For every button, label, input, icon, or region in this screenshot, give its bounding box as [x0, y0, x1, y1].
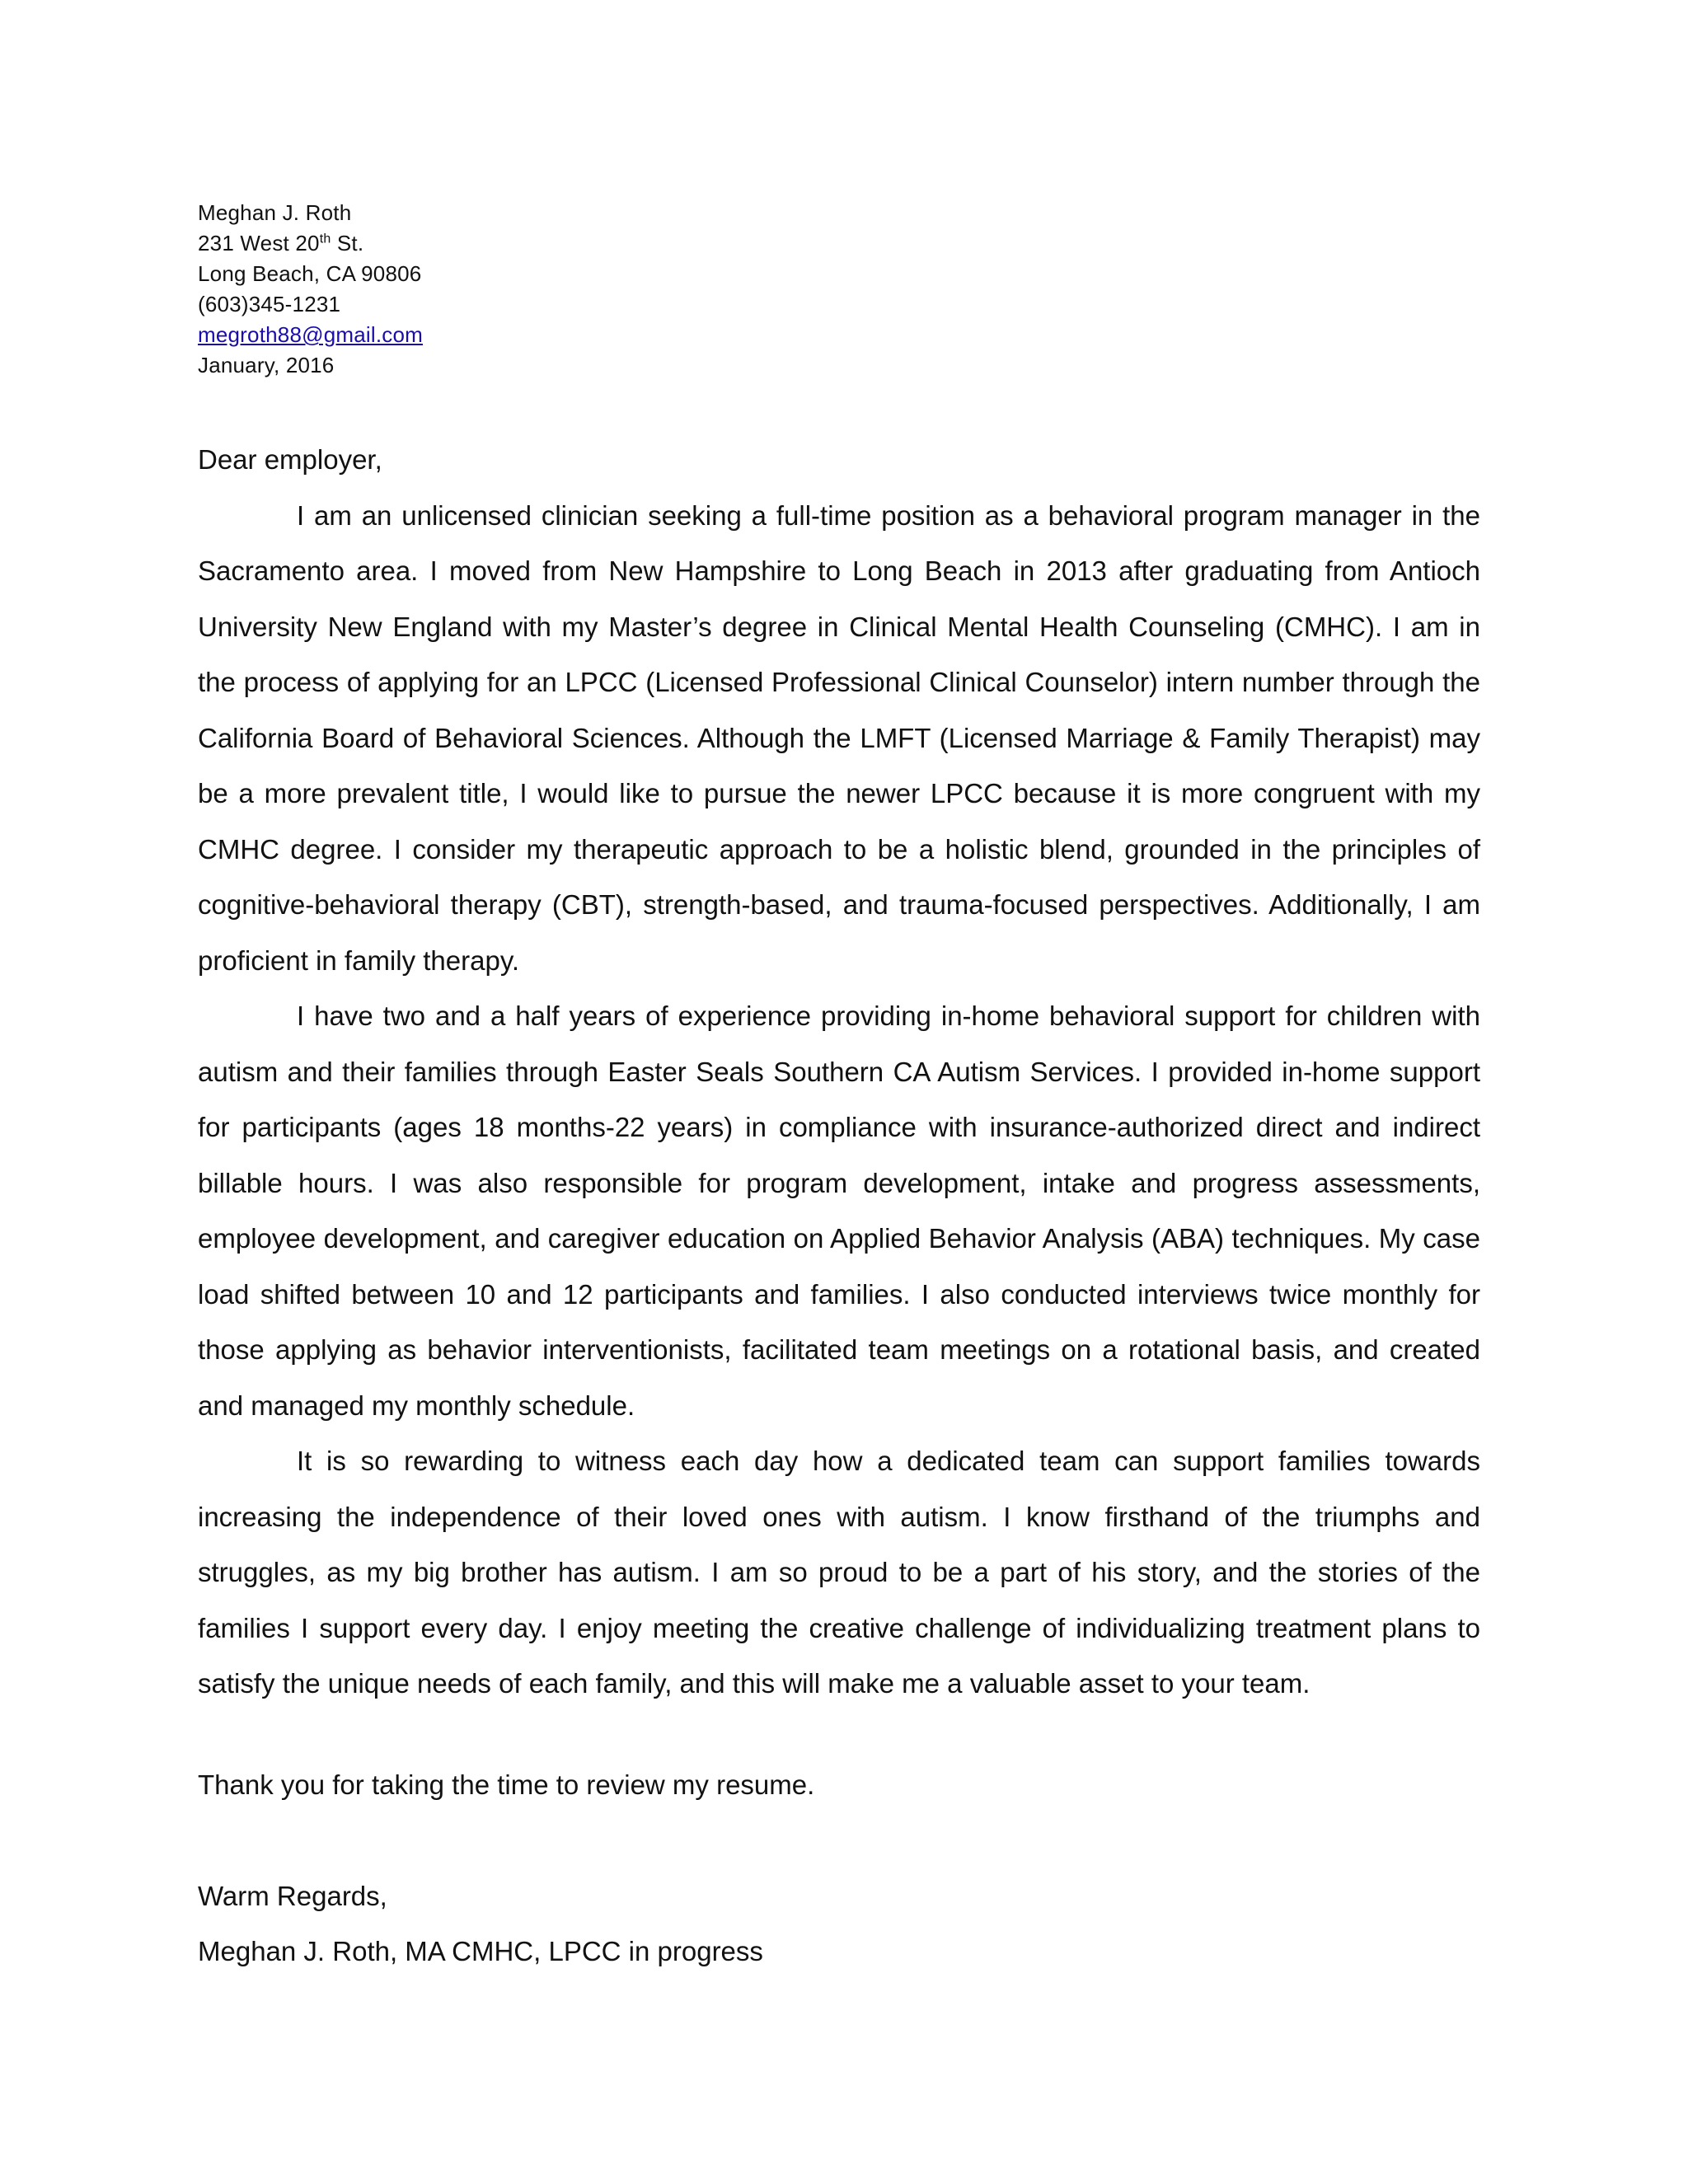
sender-address-block — [198, 198, 940, 381]
salutation: Dear employer, — [198, 444, 382, 475]
street-suffix: St. — [331, 231, 364, 255]
letter-date: January, 2016 — [198, 353, 335, 377]
signature-line: Meghan J. Roth, MA CMHC, LPCC in progress — [198, 1936, 763, 1966]
letter-body — [198, 432, 1480, 1712]
ordinal-suffix: th — [319, 232, 331, 246]
sender-street — [198, 228, 940, 259]
sender-city: Long Beach, CA 90806 — [198, 261, 422, 286]
paragraph-intro: I am an unlicensed clinician seeking a full-time position as a behavioral program manager in the Sacramento area. I moved from New Hampshire to Long Beach in 2013 after graduating from Antioch University New England with my Master’s degree in Clinical Mental Health Counseling (CMHC). I am in the process of applying for an LPCC (Licensed Professional Clinical Counselor) intern number through the California Board of Behavioral Sciences. Although the LMFT (Licensed Marriage & Family Therapist) may be a more prevalent title, I would like to pursue the newer LPCC because it is more congruent with my CMHC degree. I consider my therapeutic approach to be a holistic blend, grounded in the principles of cognitive-behavioral therapy (CBT), strength-based, and trauma-focused perspectives. Additionally, I am proficient in family therapy. — [198, 499, 1480, 976]
sender-phone: (603)345-1231 — [198, 292, 341, 316]
sender-name: Meghan J. Roth — [198, 200, 352, 225]
paragraph-experience: I have two and a half years of experience providing in-home behavioral support for children with autism and their families through Easter Seals Southern CA Autism Services. I provided in-home support for participants (ages 18 months-22 years) in compliance with insurance-authorized direct and indirect billable hours. I was also responsible for program development, intake and progress assessments, employee development, and caregiver education on Applied Behavior Analysis (ABA) techniques. My case load shifted between 10 and 12 participants and families. I also conducted interviews twice monthly for those applying as behavior interventionists, facilitated team meetings on a rotational basis, and created and managed my monthly schedule. — [198, 1001, 1480, 1421]
closing-line: Warm Regards, — [198, 1881, 387, 1911]
sender-email-link[interactable]: megroth88@gmail.com — [198, 322, 423, 347]
sender-email-line — [198, 320, 940, 350]
paragraph-motivation: It is so rewarding to witness each day how a dedicated team can support families towards increasing the independence of their loved ones with autism. I know firsthand of the triumphs and struggles, as my big brother has autism. I am so proud to be a part of his story, and the stories of the families I support every day. I enjoy meeting the creative challenge of individualizing treatment plans to satisfy the unique needs of each family, and this will make me a valuable asset to your team. — [198, 1446, 1480, 1699]
street-number: 231 West 20 — [198, 231, 320, 255]
thank-you-line: Thank you for taking the time to review my resume. — [198, 1769, 815, 1800]
